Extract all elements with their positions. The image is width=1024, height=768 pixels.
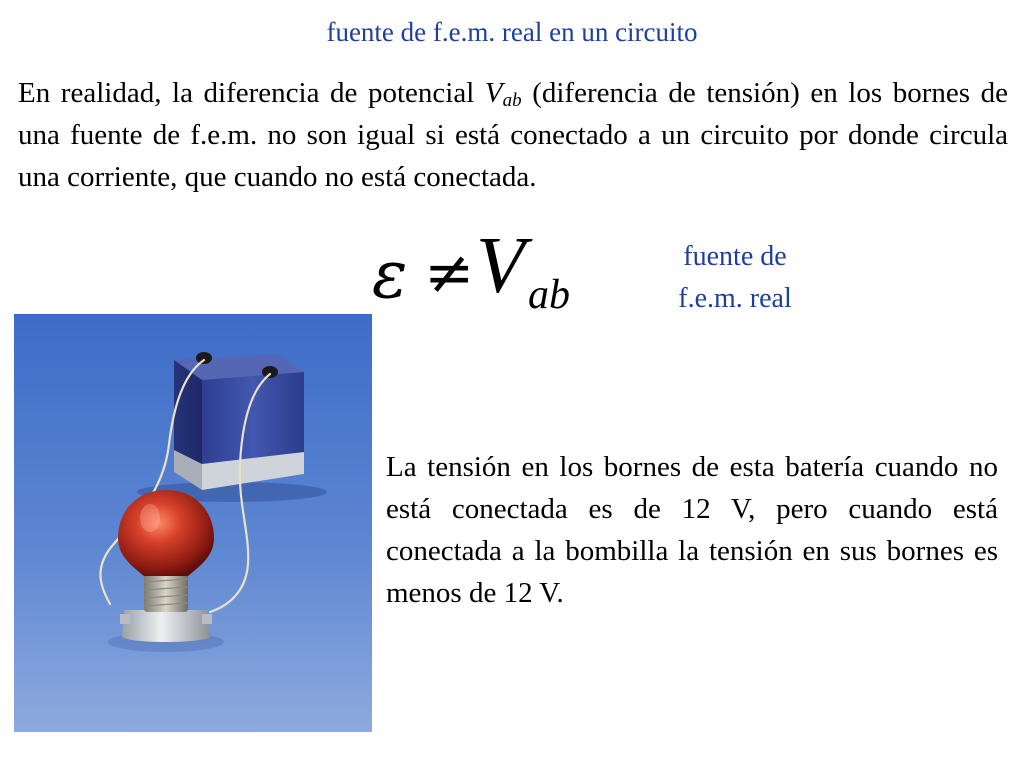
emf-symbol: ε <box>372 236 408 313</box>
intro-text-start: En realidad, la diferencia de potencial <box>18 77 485 109</box>
formula-caption <box>640 236 830 320</box>
terminal-right <box>262 366 278 378</box>
intro-paragraph <box>18 72 1008 198</box>
formula-caption-line-2: f.e.m. real <box>678 283 792 314</box>
slide-title: fuente de f.e.m. real en un circuito <box>326 17 698 47</box>
voltage-subscript: ab <box>502 90 522 111</box>
voltage-symbol: V <box>476 222 525 310</box>
voltage-symbol-subscript: ab <box>528 272 570 318</box>
voltage-variable: V <box>484 77 503 109</box>
intro-text-end: (diferencia de tensión) en los bornes de una fuente de f.e.m. no son igual si está conectado a un circuito por donde circula una corriente, que cuando no está conectada. <box>18 77 1008 193</box>
not-equal-symbol: ≠ <box>424 238 475 308</box>
battery-bulb-photo <box>14 314 372 732</box>
terminal-left <box>196 352 212 364</box>
bulb-holder <box>122 610 210 642</box>
bulb-glass <box>118 490 214 576</box>
formula-caption-line-1: fuente de <box>683 241 787 272</box>
emf-inequality-formula <box>368 222 588 326</box>
battery-description: La tensión en los bornes de esta batería cuando no está conectada es de 12 V, pero cuando está conectada a la bombilla la tensión en sus bornes es menos de 12 V. <box>386 451 998 609</box>
